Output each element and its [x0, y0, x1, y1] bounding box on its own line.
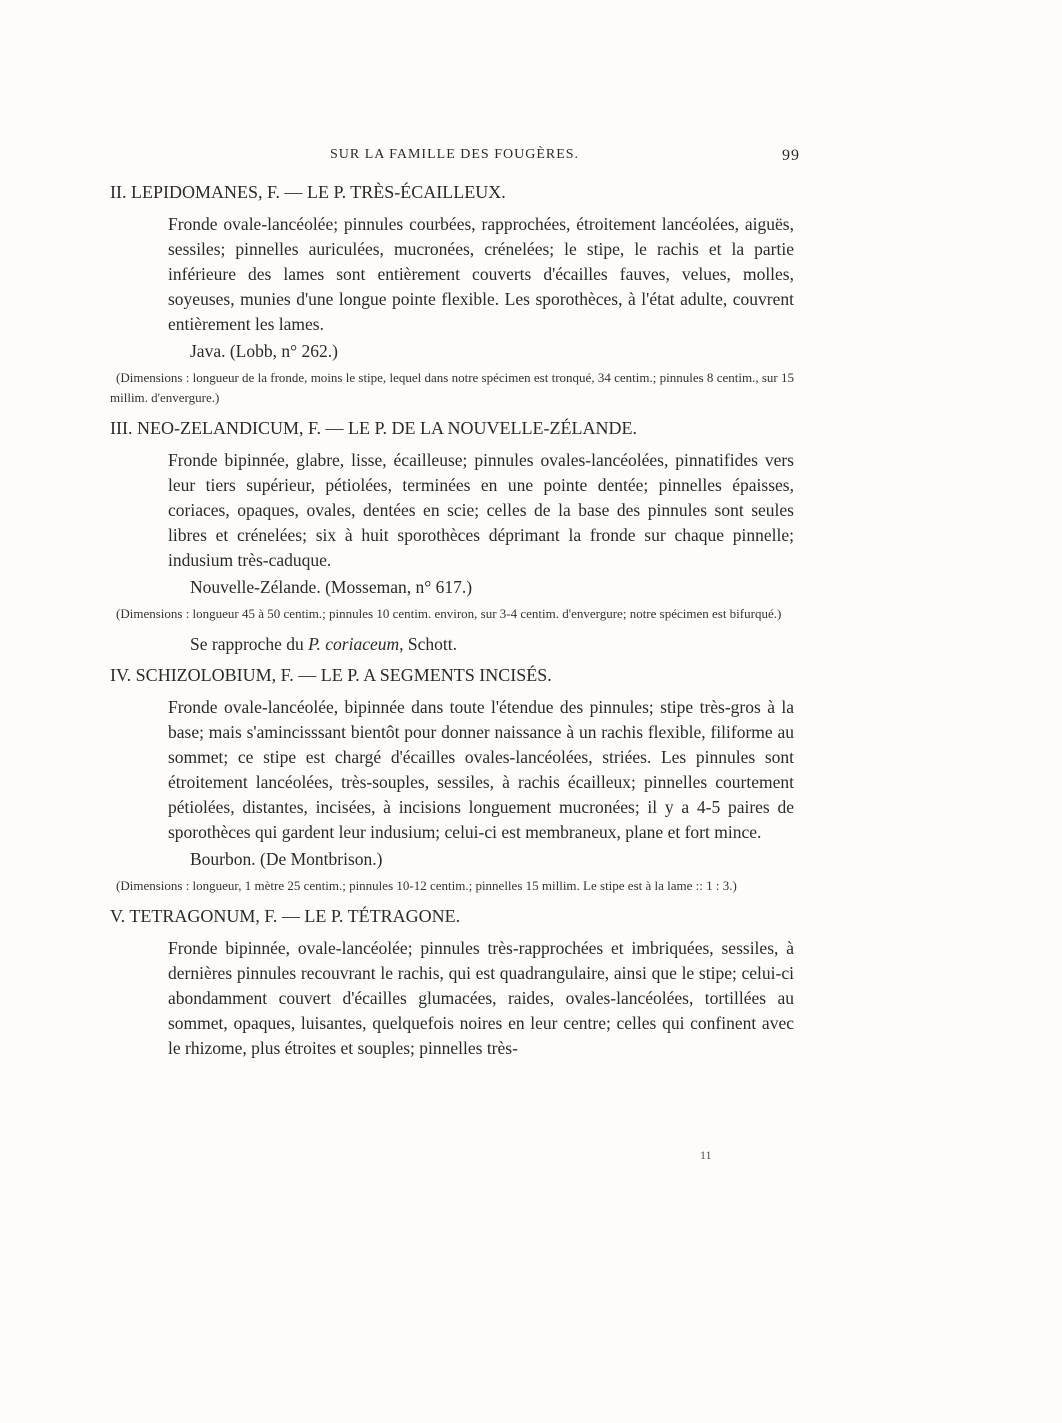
text-body — [110, 180, 794, 1067]
section-title: V. TETRAGONUM, F. — LE P. TÉTRAGONE. — [110, 906, 461, 926]
species-locality: Java. (Lobb, n° 262.) — [190, 341, 338, 361]
species-description: Fronde ovale-lancéolée; pinnules courbées, rapprochées, étroitement lancéolées, aiguës, sessiles; pinnelles auriculées, mucronées, crénelées; le stipe, le rachis et la partie inférieure des lames sont entièrement couverts d'écailles fauves, velues, molles, soyeuses, munies d'une longue pointe flexible. Les sporothèces, à l'état adulte, couvrent entièrement les lames. — [168, 214, 794, 334]
species-dimensions: (Dimensions : longueur, 1 mètre 25 centim.; pinnules 10-12 centim.; pinnelles 15 millim. Le stipe est à la lame :: 1 : 3.) — [116, 878, 737, 893]
species-description: Fronde bipinnée, glabre, lisse, écailleuse; pinnules ovales-lancéolées, pinnatifides vers leur tiers supérieur, pétiolées, terminées en une pointe dentée; pinnelles épaisses, coriaces, opaques, ovales, dentées en scie; celles de la base des pinnules sont seules libres et crénelées; six à huit sporothèces déprimant la fronde sur chaque pinnelle; indusium très-caduque. — [168, 450, 794, 570]
species-description: Fronde bipinnée, ovale-lancéolée; pinnules très-rapprochées et imbriquées, sessiles, à dernières pinnules recouvrant le rachis, qui est quadrangulaire, ainsi que le stipe; celui-ci abondamment couvert d'écailles glumacées, raides, ovales-lancéolées, tortillées au sommet, opaques, luisantes, quelquefois noires en leur centre; celles qui confinent avec le rhizome, plus étroites et souples; pinnelles très- — [168, 938, 794, 1058]
note-prefix: Se rapproche du — [190, 634, 304, 654]
note-species-name: P. coriaceum, — [308, 634, 404, 654]
running-title: SUR LA FAMILLE DES FOUGÈRES. — [330, 147, 580, 162]
section-title: III. NEO-ZELANDICUM, F. — LE P. DE LA NOUVELLE-ZÉLANDE. — [110, 418, 637, 438]
sheet-signature: 11 — [700, 1148, 712, 1162]
species-note — [110, 632, 794, 657]
section-tetragonum — [110, 904, 794, 1061]
species-locality: Nouvelle-Zélande. (Mosseman, n° 617.) — [190, 577, 473, 597]
section-title: IV. SCHIZOLOBIUM, F. — LE P. A SEGMENTS INCISÉS. — [110, 665, 552, 685]
section-lepidomanes — [110, 180, 794, 408]
page-number: 99 — [782, 147, 800, 164]
species-description: Fronde ovale-lancéolée, bipinnée dans toute l'étendue des pinnules; stipe très-gros à la base; mais s'amincisssant bientôt pour donner naissance à un rachis flexible, filiforme au sommet; ce stipe est chargé d'écailles ovales-lancéolées, striées. Les pinnules sont étroitement lancéolées, très-souples, sessiles, à rachis écailleux; pinnelles courtement pétiolées, distantes, incisées, à incisions longuement mucronées; il y a 4-5 paires de sporothèces qui gardent leur indusium; celui-ci est membraneux, plane et fort mince. — [168, 697, 794, 842]
species-dimensions: (Dimensions : longueur 45 à 50 centim.; pinnules 10 centim. environ, sur 3-4 centim. d'envergure; notre spécimen est bifurqué.) — [116, 606, 782, 621]
section-title: II. LEPIDOMANES, F. — LE P. TRÈS-ÉCAILLEUX. — [110, 182, 506, 202]
species-dimensions: (Dimensions : longueur de la fronde, moins le stipe, lequel dans notre spécimen est tronqué, 34 centim.; pinnules 8 centim., sur 15 millim. d'envergure.) — [110, 370, 794, 405]
section-neo-zelandicum — [110, 416, 794, 657]
note-suffix: Schott. — [407, 634, 457, 654]
section-schizolobium — [110, 663, 794, 896]
species-locality: Bourbon. (De Montbrison.) — [190, 849, 383, 869]
